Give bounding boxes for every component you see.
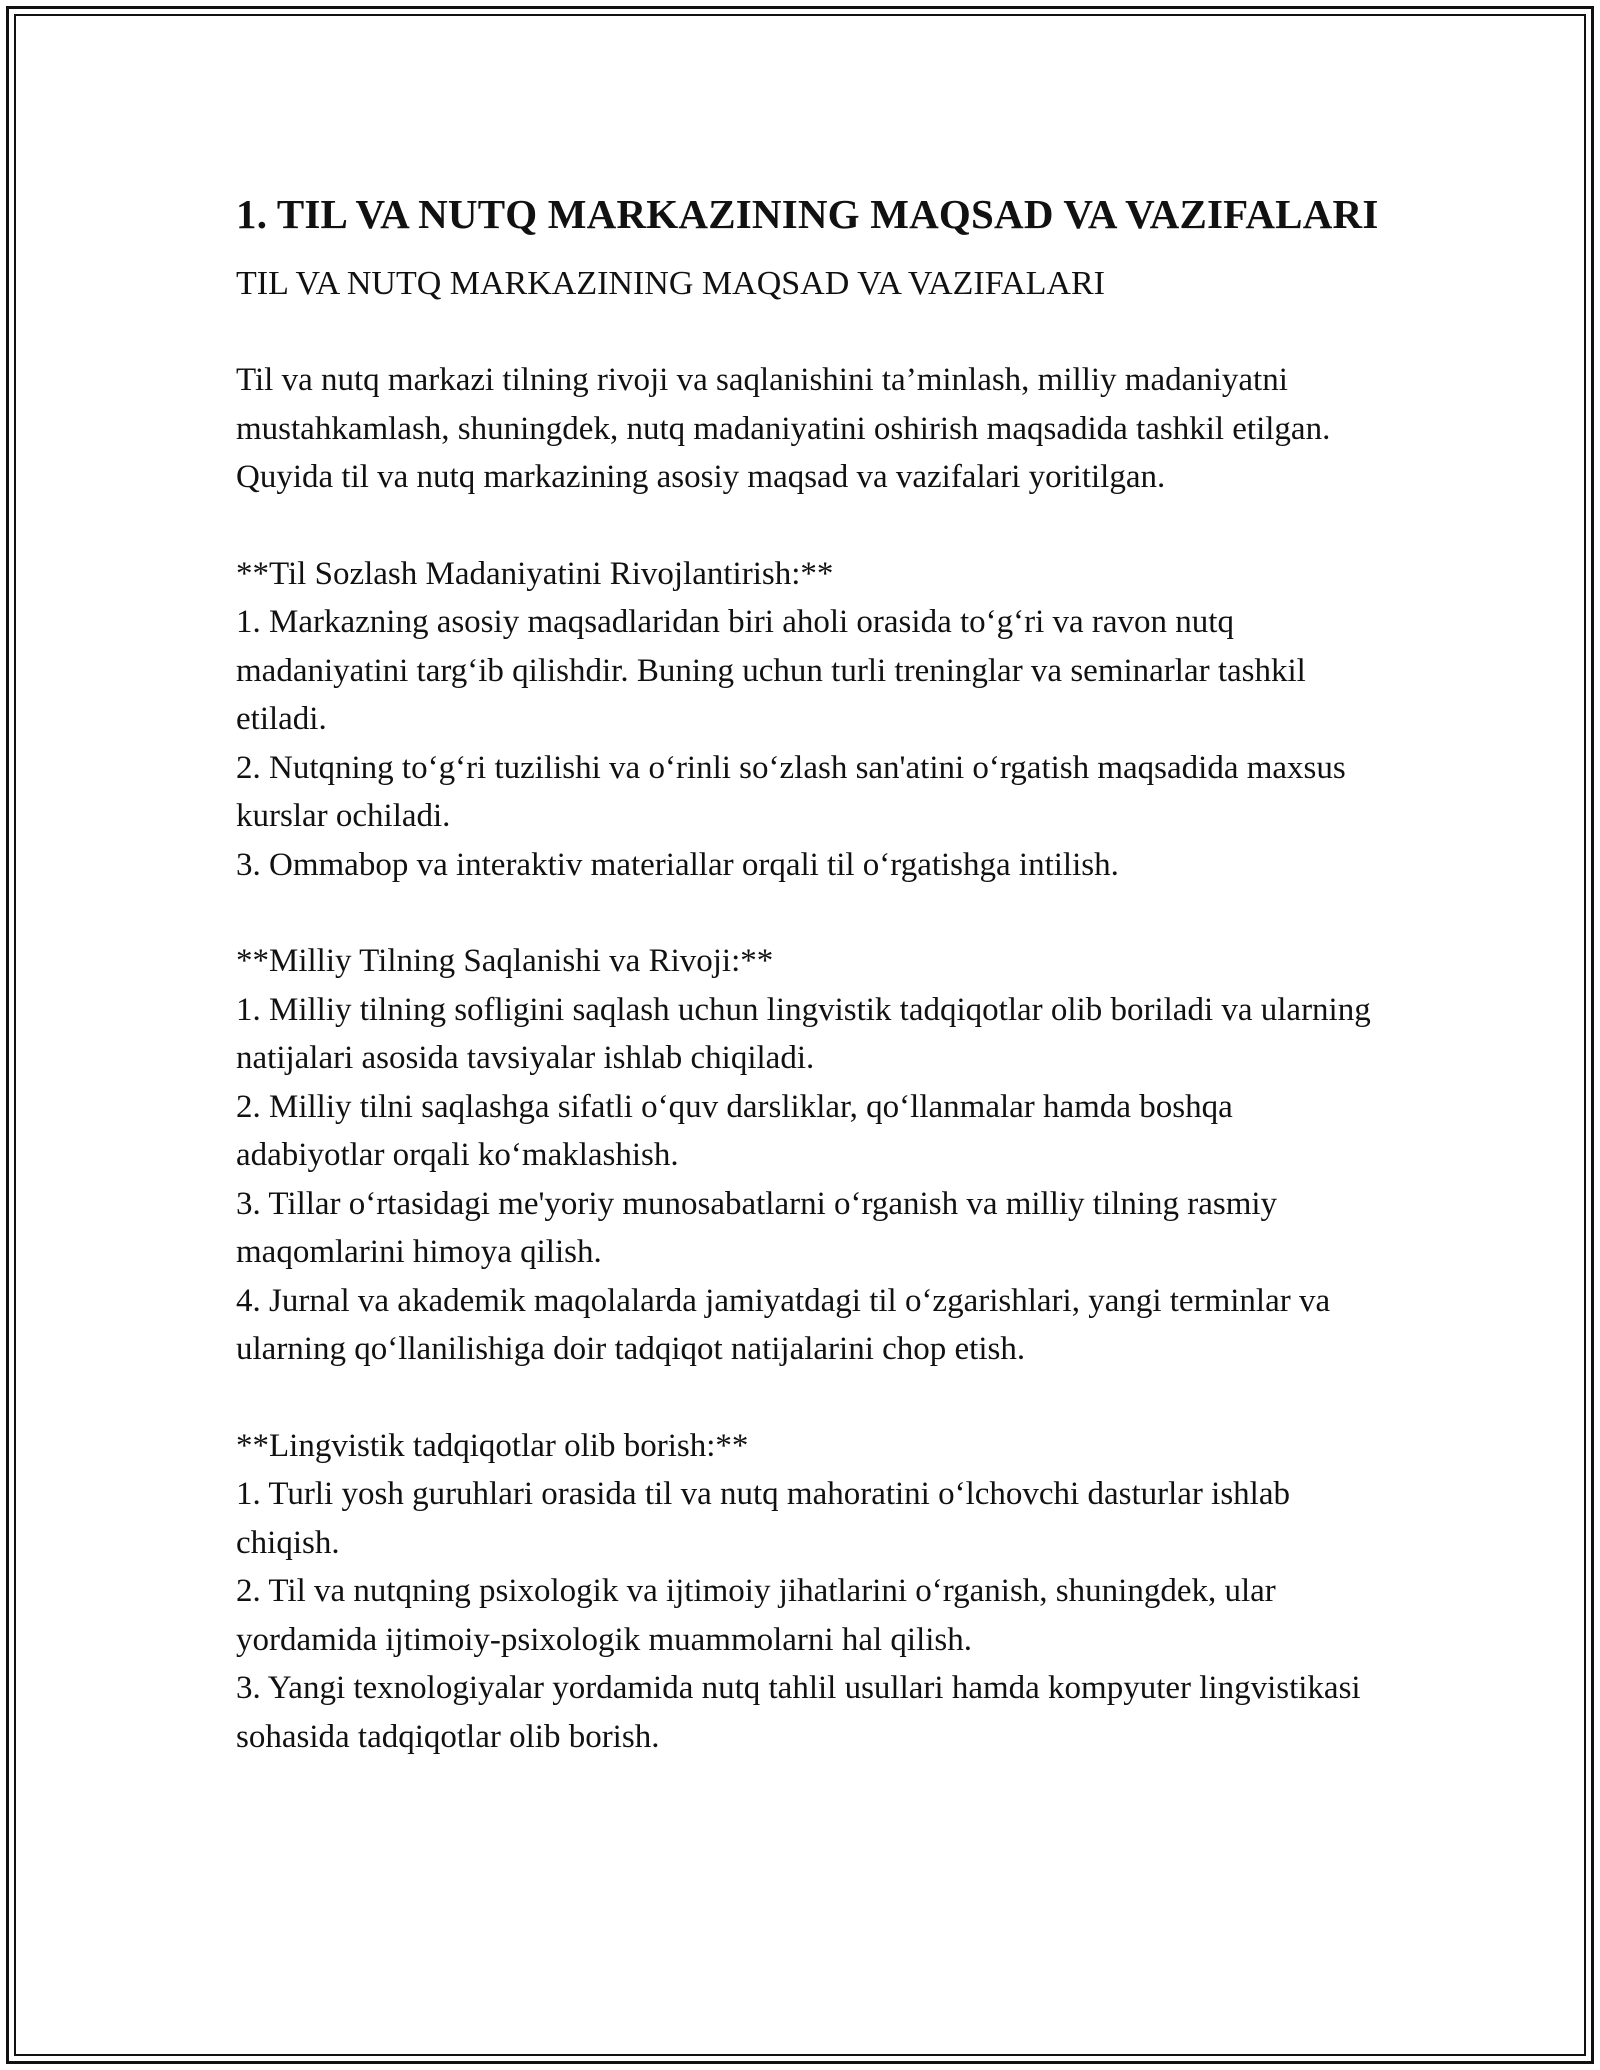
list-item: 3. Ommabop va interaktiv materiallar orqali til o‘rgatishga intilish.	[236, 846, 1119, 883]
list-item: 3. Tillar o‘rtasidagi me'yoriy munosabatlarni o‘rganish va milliy tilning rasmiy maqomlarini himoya qilish.	[236, 1185, 1278, 1270]
section-til-sozlash	[236, 550, 1386, 890]
section-milliy-tilning	[236, 937, 1386, 1374]
section-heading: **Lingvistik tadqiqotlar olib borish:**	[236, 1427, 749, 1464]
document-body	[236, 186, 1386, 1761]
list-item: 1. Turli yosh guruhlari orasida til va nutq mahoratini o‘lchovchi dasturlar ishlab chiqish.	[236, 1476, 1291, 1561]
section-lingvistik-tadqiqotlar	[236, 1422, 1386, 1762]
list-item: 2. Milliy tilni saqlashga sifatli o‘quv darsliklar, qo‘llanmalar hamda boshqa adabiyotlar orqali ko‘maklashish.	[236, 1088, 1233, 1173]
list-item: 1. Markazning asosiy maqsadlaridan biri aholi orasida to‘g‘ri va ravon nutq madaniyatini targ‘ib qilishdir. Buning uchun turli treninglar va seminarlar tashkil etiladi.	[236, 604, 1306, 737]
document-title: 1. TIL VA NUTQ MARKAZINING MAQSAD VA VAZIFALARI	[236, 191, 1379, 237]
list-item: 3. Yangi texnologiyalar yordamida nutq tahlil usullari hamda kompyuter lingvistikasi sohasida tadqiqotlar olib borish.	[236, 1670, 1361, 1755]
list-item: 1. Milliy tilning sofligini saqlash uchun lingvistik tadqiqotlar olib boriladi va ularning natijalari asosida tavsiyalar ishlab chiqiladi.	[236, 991, 1371, 1076]
section-heading: **Til Sozlash Madaniyatini Rivojlantirish:**	[236, 555, 834, 592]
document-subtitle: TIL VA NUTQ MARKAZINING MAQSAD VA VAZIFALARI	[236, 265, 1105, 302]
list-item: 2. Nutqning to‘g‘ri tuzilishi va o‘rinli so‘zlash san'atini o‘rgatish maqsadida maxsus kurslar ochiladi.	[236, 749, 1346, 834]
list-item: 4. Jurnal va akademik maqolalarda jamiyatdagi til o‘zgarishlari, yangi terminlar va ularning qo‘llanilishiga doir tadqiqot natijalarini chop etish.	[236, 1282, 1331, 1367]
section-heading: **Milliy Tilning Saqlanishi va Rivoji:**	[236, 943, 774, 979]
intro-paragraph: Til va nutq markazi tilning rivoji va saqlanishini ta’minlash, milliy madaniyatni mustahkamlash, shuningdek, nutq madaniyatini oshirish maqsadida tashkil etilgan. Quyida til va nutq markazining asosiy maqsad va vazifalari yoritilgan.	[236, 362, 1331, 495]
list-item: 2. Til va nutqning psixologik va ijtimoiy jihatlarini o‘rganish, shuningdek, ular yordamida ijtimoiy-psixologik muammolarni hal qilish.	[236, 1573, 1276, 1658]
